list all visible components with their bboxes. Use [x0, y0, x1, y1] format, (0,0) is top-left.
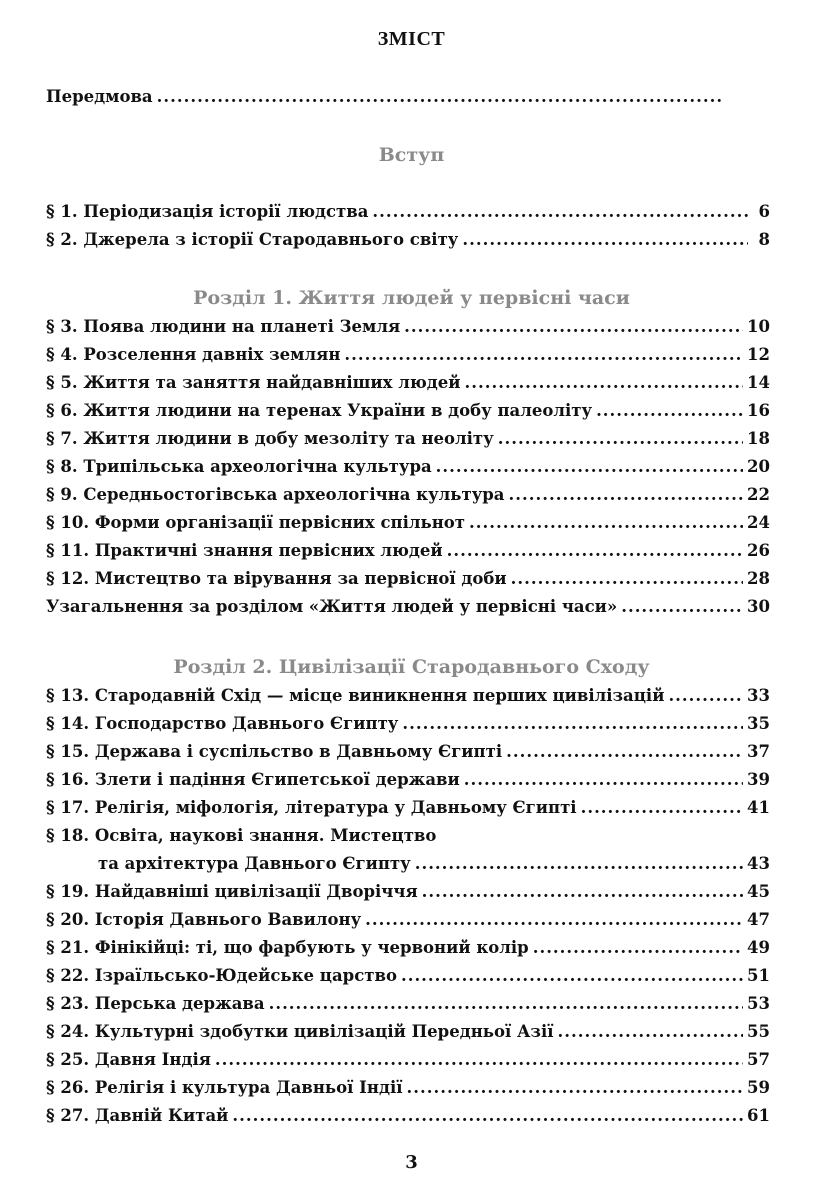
section-heading-intro: Вступ — [378, 144, 445, 166]
toc-entry-page: 41 — [747, 798, 770, 817]
toc-entry — [46, 230, 770, 256]
toc-entry-page: 61 — [747, 1106, 770, 1125]
toc-entry-label: § 7. Життя людини в добу мезоліту та неоліту — [46, 429, 494, 448]
toc-entry-label: § 12. Мистецтво та вірування за первісної доби — [46, 569, 507, 588]
toc-entry-label: § 9. Середньостогівська археологічна культура — [46, 485, 505, 504]
toc-entry-label: § 13. Стародавній Схід — місце виникнення перших цивілізацій — [46, 686, 665, 705]
dot-leader — [511, 569, 743, 588]
dot-leader — [447, 541, 743, 560]
dot-leader — [469, 513, 743, 532]
dot-leader — [533, 938, 743, 957]
dot-leader — [464, 373, 743, 392]
toc-entry — [46, 770, 770, 796]
toc-entry-label: § 27. Давній Китай — [46, 1106, 229, 1125]
toc-entry-page: 33 — [747, 686, 770, 705]
toc-entry-page: 18 — [747, 429, 770, 448]
toc-entry-label: § 18. Освіта, наукові знання. Мистецтво — [46, 826, 437, 845]
toc-entry-page: 47 — [747, 910, 770, 929]
toc-entry-continuation — [46, 854, 770, 880]
toc-entry-page: 12 — [747, 345, 770, 364]
dot-leader — [402, 714, 743, 733]
toc-entry-page: 35 — [747, 714, 770, 733]
dot-leader — [372, 202, 748, 221]
toc-entry-page: 43 — [747, 854, 770, 873]
toc-entry — [46, 429, 770, 455]
toc-entry-page: 24 — [747, 513, 770, 532]
toc-entry — [46, 882, 770, 908]
toc-entry-page: 53 — [747, 994, 770, 1013]
toc-entry-label: § 17. Релігія, міфологія, література у Давньому Єгипті — [46, 798, 577, 817]
dot-leader — [506, 742, 743, 761]
toc-entry — [46, 373, 770, 399]
toc-entry-page: 55 — [747, 1022, 770, 1041]
toc-entry-label: § 5. Життя та заняття найдавніших людей — [46, 373, 461, 392]
toc-entry-page: 6 — [758, 202, 770, 221]
toc-entry — [46, 485, 770, 511]
toc-entry — [46, 966, 770, 992]
toc-entry-page: 22 — [747, 485, 770, 504]
toc-entry-label: § 14. Господарство Давнього Єгипту — [46, 714, 399, 733]
toc-entry-page: 14 — [747, 373, 770, 392]
dot-leader — [498, 429, 743, 448]
toc-entry-label: § 11. Практичні знання первісних людей — [46, 541, 443, 560]
toc-entry-page: 10 — [747, 317, 770, 336]
toc-entry — [46, 513, 770, 539]
toc-entry-page: 30 — [747, 597, 770, 616]
toc-entry-label: та архітектура Давнього Єгипту — [98, 854, 411, 873]
toc-entry-label: § 26. Релігія і культура Давньої Індії — [46, 1078, 403, 1097]
toc-entry-label: § 1. Періодизація історії людства — [46, 202, 369, 221]
toc-entry-page: 26 — [747, 541, 770, 560]
dot-leader — [401, 966, 743, 985]
toc-entry-label: § 22. Ізраїльсько-Юдейське царство — [46, 966, 397, 985]
dot-leader — [581, 798, 743, 817]
dot-leader — [509, 485, 744, 504]
toc-entry-first-line — [46, 826, 770, 852]
toc-entry-page: 28 — [747, 569, 770, 588]
toc-entry-label: § 20. Історія Давнього Вавилону — [46, 910, 362, 929]
toc-entry — [46, 345, 770, 371]
dot-leader — [596, 401, 743, 420]
toc-entry-page: 45 — [747, 882, 770, 901]
section-heading-2: Розділ 2. Цивілізації Стародавнього Сходу — [173, 656, 650, 678]
page-title: ЗМІСТ — [377, 28, 446, 50]
toc-entry — [46, 202, 770, 228]
toc-entry-label: § 15. Держава і суспільство в Давньому Єгипті — [46, 742, 503, 761]
toc-entry-page: 8 — [758, 230, 770, 249]
toc-entry — [46, 569, 770, 595]
toc-entry-page: 51 — [747, 966, 770, 985]
toc-entry-preface — [46, 87, 746, 113]
toc-entry — [46, 317, 770, 343]
toc-entry-label: § 3. Поява людини на планеті Земля — [46, 317, 401, 336]
toc-entry-label: § 10. Форми організації первісних спільнот — [46, 513, 466, 532]
dot-leader — [462, 230, 748, 249]
toc-entry — [46, 457, 770, 483]
toc-entry-summary — [46, 597, 770, 623]
toc-entry-label: § 23. Перська держава — [46, 994, 265, 1013]
toc-entry-label: Узагальнення за розділом «Життя людей у первісні часи» — [46, 597, 618, 616]
toc-entry-page: 57 — [747, 1050, 770, 1069]
toc-entry — [46, 1078, 770, 1104]
dot-leader — [436, 457, 743, 476]
dot-leader — [668, 686, 743, 705]
dot-leader — [365, 910, 743, 929]
toc-entry-label: § 2. Джерела з історії Стародавнього світу — [46, 230, 459, 249]
dot-leader — [344, 345, 743, 364]
dot-leader — [404, 317, 743, 336]
dot-leader — [232, 1106, 743, 1125]
toc-entry — [46, 686, 770, 712]
toc-entry-label: Передмова — [46, 87, 153, 106]
toc-entry — [46, 1050, 770, 1076]
toc-entry-label: § 8. Трипільська археологічна культура — [46, 457, 432, 476]
dot-leader — [558, 1022, 744, 1041]
dot-leader — [415, 854, 743, 873]
toc-entry-label: § 21. Фінікійці: ті, що фарбують у червоний колір — [46, 938, 529, 957]
dot-leader — [464, 770, 743, 789]
dot-leader — [406, 1078, 743, 1097]
dot-leader — [422, 882, 743, 901]
toc-entry-page: 59 — [747, 1078, 770, 1097]
dot-leader — [215, 1050, 743, 1069]
toc-entry-label: § 24. Культурні здобутки цивілізацій Передньої Азії — [46, 1022, 554, 1041]
toc-entry — [46, 994, 770, 1020]
toc-entry-page: 37 — [747, 742, 770, 761]
dot-leader — [157, 87, 724, 106]
toc-entry-page: 16 — [747, 401, 770, 420]
toc-entry-label: § 6. Життя людини на теренах України в добу палеоліту — [46, 401, 593, 420]
toc-entry-label: § 25. Давня Індія — [46, 1050, 211, 1069]
toc-entry — [46, 742, 770, 768]
dot-leader — [621, 597, 743, 616]
toc-entry-page: 20 — [747, 457, 770, 476]
toc-entry — [46, 798, 770, 824]
toc-entry — [46, 938, 770, 964]
toc-entry-label: § 4. Розселення давніх землян — [46, 345, 341, 364]
section-heading-1: Розділ 1. Життя людей у первісні часи — [193, 287, 630, 309]
toc-entry — [46, 1022, 770, 1048]
toc-entry — [46, 1106, 770, 1132]
toc-entry-label: § 19. Найдавніші цивілізації Дворіччя — [46, 882, 418, 901]
toc-entry — [46, 714, 770, 740]
toc-entry — [46, 541, 770, 567]
toc-entry — [46, 401, 770, 427]
toc-entry-label: § 16. Злети і падіння Єгипетської держави — [46, 770, 460, 789]
page-number: 3 — [405, 1152, 418, 1173]
toc-entry-page: 49 — [747, 938, 770, 957]
dot-leader — [269, 994, 743, 1013]
toc-entry — [46, 910, 770, 936]
toc-entry-page: 39 — [747, 770, 770, 789]
